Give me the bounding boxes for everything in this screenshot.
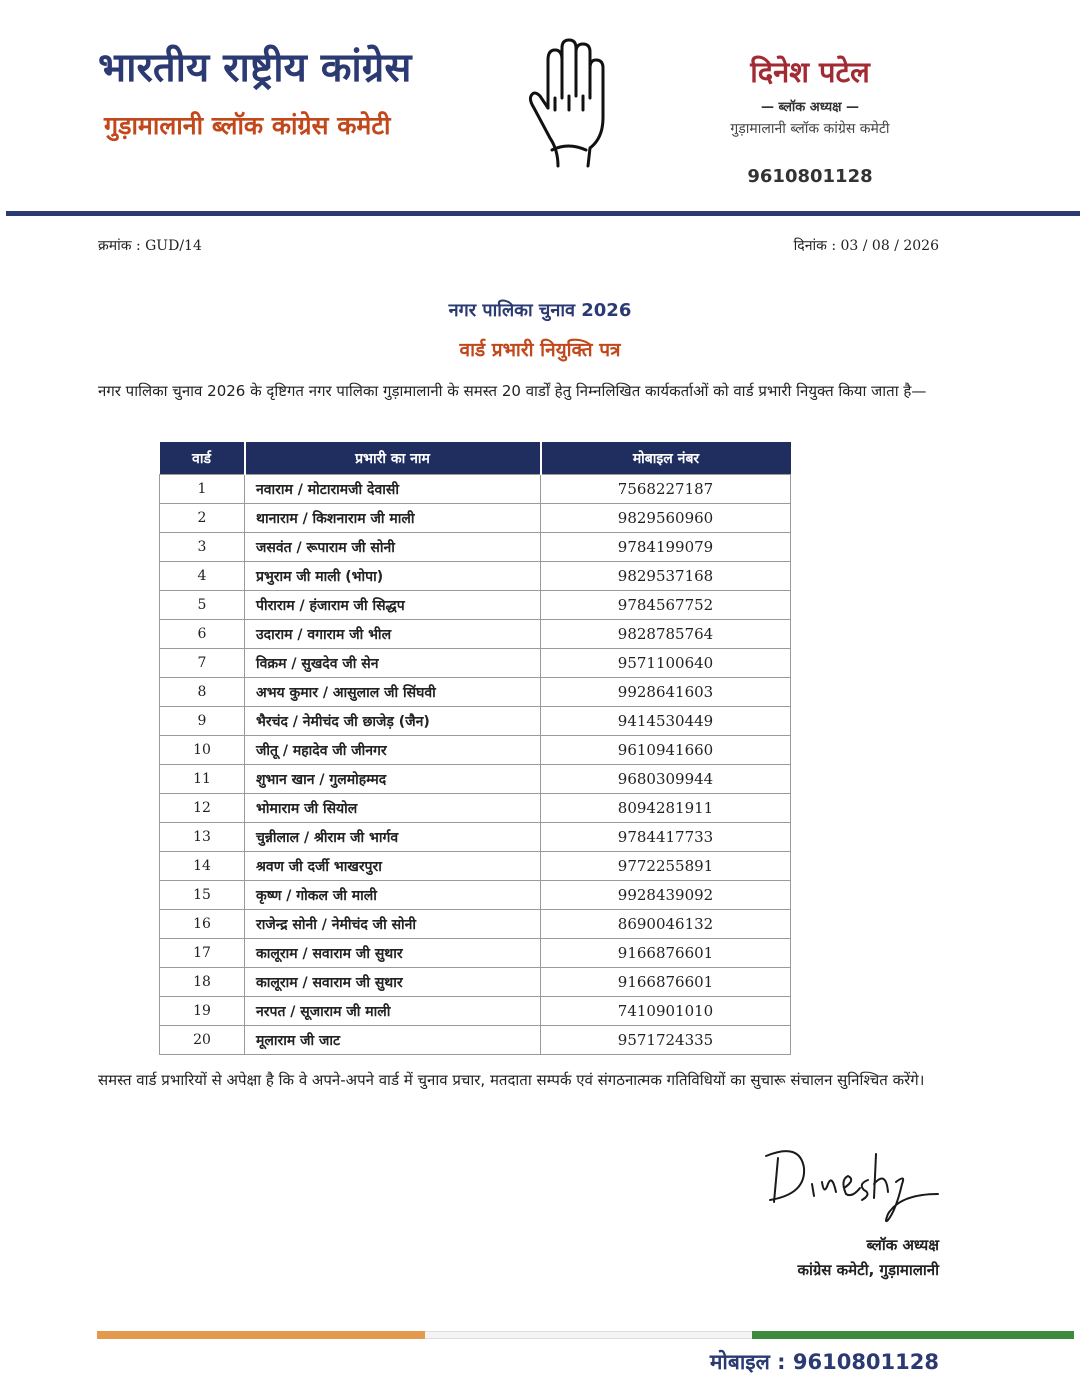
table-row [160,794,791,823]
mobile-number: 9414530449 [541,707,791,736]
ward-number: 15 [160,881,245,910]
mobile-number: 8690046132 [541,910,791,939]
mobile-number: 7410901010 [541,997,791,1026]
incharge-name: शुभान खान / गुलमोहम्मद [245,765,541,794]
ward-number: 17 [160,939,245,968]
closing-paragraph: समस्त वार्ड प्रभारियों से अपेक्षा है कि वे अपने-अपने वार्ड में चुनाव प्रचार, मतदाता सम्पर्क एवं संगठनात्मक गतिविधियों का सुचारू संचालन सुनिश्चित करेंगे। [98,1071,925,1089]
table-row [160,707,791,736]
mobile-number: 9772255891 [541,852,791,881]
ward-table [159,442,791,1055]
table-row [160,591,791,620]
incharge-name: अभय कुमार / आसुलाल जी सिंघवी [245,678,541,707]
org-title: भारतीय राष्ट्रीय कांग्रेस [98,45,412,91]
mobile-number: 9829537168 [541,562,791,591]
footer-saffron-stripe [97,1331,425,1339]
president-role: — ब्लॉक अध्यक्ष — [761,100,859,115]
mobile-number: 9571724335 [541,1026,791,1055]
org-subtitle: गुड़ामालानी ब्लॉक कांग्रेस कमेटी [104,111,391,140]
table-row [160,1026,791,1055]
mobile-number: 9166876601 [541,968,791,997]
incharge-name: श्रवण जी दर्जी भाखरपुरा [245,852,541,881]
incharge-name: नरपत / सूजाराम जी माली [245,997,541,1026]
mobile-number: 9928641603 [541,678,791,707]
table-row [160,736,791,765]
ward-number: 18 [160,968,245,997]
incharge-name: चुन्नीलाल / श्रीराम जी भार्गव [245,823,541,852]
table-row [160,823,791,852]
ward-number: 9 [160,707,245,736]
table-row [160,649,791,678]
signatory-org: कांग्रेस कमेटी, गुड़ामालानी [797,1261,939,1279]
ward-number: 19 [160,997,245,1026]
letter-date: दिनांक : 03 / 08 / 2026 [793,238,939,254]
header-mobile: मोबाइल नंबर [541,442,791,475]
table-row [160,475,791,504]
header-name: प्रभारी का नाम [245,442,541,475]
ward-number: 2 [160,504,245,533]
table-row [160,562,791,591]
table-row [160,968,791,997]
ward-number: 4 [160,562,245,591]
mobile-number: 9928439092 [541,881,791,910]
president-name: दिनेश पटेल [750,55,870,89]
incharge-name: विक्रम / सुखदेव जी सेन [245,649,541,678]
table-row [160,533,791,562]
incharge-name: मूलाराम जी जाट [245,1026,541,1055]
table-header-row [160,442,791,475]
table-row [160,620,791,649]
incharge-name: राजेन्द्र सोनी / नेमीचंद जी सोनी [245,910,541,939]
mobile-number: 9784417733 [541,823,791,852]
footer-mobile: मोबाइल : 9610801128 [709,1350,939,1374]
table-row [160,910,791,939]
ward-number: 3 [160,533,245,562]
mobile-number: 9784199079 [541,533,791,562]
incharge-name: कृष्ण / गोकल जी माली [245,881,541,910]
header-divider [6,211,1080,216]
table-row [160,939,791,968]
footer-green-stripe [752,1331,1074,1339]
ward-number: 13 [160,823,245,852]
incharge-name: भैरचंद / नेमीचंद जी छाजेड़ (जैन) [245,707,541,736]
ward-number: 7 [160,649,245,678]
table-row [160,852,791,881]
president-org: गुड़ामालानी ब्लॉक कांग्रेस कमेटी [730,121,890,137]
intro-paragraph: नगर पालिका चुनाव 2026 के दृष्टिगत नगर पालिका गुड़ामालानी के समस्त 20 वार्डों हेतु निम्नलिखित कार्यकर्ताओं को वार्ड प्रभारी नियुक्त किया जाता है— [98,382,927,400]
ward-number: 20 [160,1026,245,1055]
mobile-number: 9166876601 [541,939,791,968]
table-row [160,997,791,1026]
signature [760,1140,945,1225]
incharge-name: थानाराम / किशनाराम जी माली [245,504,541,533]
mobile-number: 9571100640 [541,649,791,678]
mobile-number: 8094281911 [541,794,791,823]
incharge-name: उदाराम / वगाराम जी भील [245,620,541,649]
table-row [160,765,791,794]
president-phone: 9610801128 [747,166,873,187]
congress-hand-icon [528,38,610,168]
incharge-name: पीराराम / हंजाराम जी सिद्धप [245,591,541,620]
incharge-name: प्रभुराम जी माली (भोपा) [245,562,541,591]
ward-number: 14 [160,852,245,881]
mobile-number: 9680309944 [541,765,791,794]
heading-appointment: वार्ड प्रभारी नियुक्ति पत्र [459,339,621,361]
ward-number: 1 [160,475,245,504]
ward-number: 11 [160,765,245,794]
reference-number: क्रमांक : GUD/14 [98,238,202,254]
table-row [160,881,791,910]
incharge-name: कालूराम / सवाराम जी सुथार [245,968,541,997]
table-row [160,678,791,707]
header-ward: वार्ड [160,442,245,475]
table-row [160,504,791,533]
incharge-name: जसवंत / रूपाराम जी सोनी [245,533,541,562]
footer-white-stripe [425,1331,752,1339]
table-body [160,475,791,1055]
mobile-number: 7568227187 [541,475,791,504]
mobile-number: 9610941660 [541,736,791,765]
mobile-number: 9828785764 [541,620,791,649]
mobile-number: 9784567752 [541,591,791,620]
incharge-name: कालूराम / सवाराम जी सुथार [245,939,541,968]
ward-number: 12 [160,794,245,823]
incharge-name: जीतू / महादेव जी जीनगर [245,736,541,765]
mobile-number: 9829560960 [541,504,791,533]
incharge-name: भोमाराम जी सियोल [245,794,541,823]
ward-number: 5 [160,591,245,620]
incharge-name: नवाराम / मोटारामजी देवासी [245,475,541,504]
ward-number: 6 [160,620,245,649]
ward-number: 8 [160,678,245,707]
signatory-role: ब्लॉक अध्यक्ष [866,1236,939,1254]
heading-election: नगर पालिका चुनाव 2026 [448,300,632,321]
ward-number: 10 [160,736,245,765]
ward-number: 16 [160,910,245,939]
